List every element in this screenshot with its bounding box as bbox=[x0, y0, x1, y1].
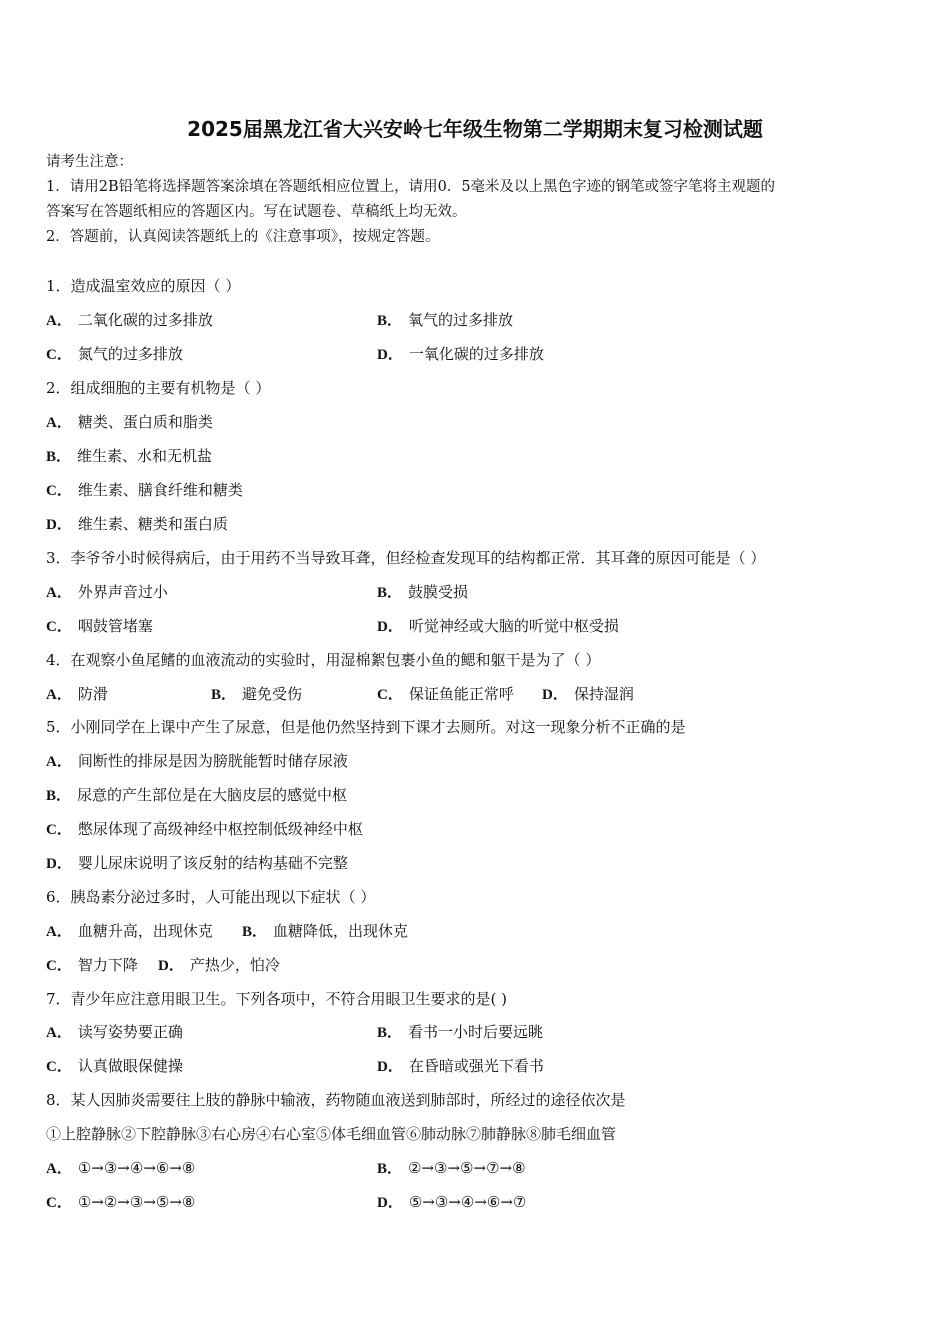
option-text: ①→③→④→⑥→⑧ bbox=[77, 1159, 196, 1177]
question-5-option-b bbox=[46, 785, 347, 806]
option-text: 认真做眼保健操 bbox=[77, 1057, 183, 1075]
option-label: A． bbox=[46, 1025, 72, 1041]
option-label: D． bbox=[46, 856, 72, 872]
question-5-option-a bbox=[46, 751, 348, 772]
option-label: B． bbox=[46, 449, 72, 465]
option-label: C． bbox=[377, 687, 403, 703]
question-7-option-a bbox=[46, 1022, 183, 1043]
question-4-option-b bbox=[211, 684, 302, 705]
option-text: 维生素、膳食纤维和糖类 bbox=[77, 481, 243, 499]
question-1-option-b bbox=[377, 310, 513, 331]
option-label: D． bbox=[377, 347, 403, 363]
option-text: 氮气的过多排放 bbox=[77, 345, 183, 363]
question-7-option-b bbox=[377, 1022, 543, 1043]
question-8-option-d bbox=[377, 1192, 526, 1213]
option-label: A． bbox=[46, 415, 72, 431]
option-text: 保持湿润 bbox=[573, 685, 634, 703]
question-5-option-c bbox=[46, 819, 363, 840]
question-5-option-d bbox=[46, 853, 348, 874]
option-text: 糖类、蛋白质和脂类 bbox=[77, 413, 213, 431]
option-text: 防滑 bbox=[77, 685, 108, 703]
question-7-stem: 7．青少年应注意用眼卫生。下列各项中，不符合用眼卫生要求的是( ) bbox=[46, 990, 508, 1008]
question-1-stem: 1．造成温室效应的原因（ ） bbox=[46, 277, 241, 295]
page-title: 2025届黑龙江省大兴安岭七年级生物第二学期期末复习检测试题 bbox=[187, 117, 763, 141]
question-7-option-d bbox=[377, 1056, 544, 1077]
option-text: 维生素、水和无机盐 bbox=[77, 447, 213, 465]
question-2-option-a bbox=[46, 412, 213, 433]
question-8-option-c bbox=[46, 1192, 195, 1213]
option-text: 鼓膜受损 bbox=[408, 583, 469, 601]
option-text: 一氧化碳的过多排放 bbox=[408, 345, 544, 363]
notice-item-1-line-1: 1．请用2B铅笔将选择题答案涂填在答题纸相应位置上，请用0．5毫米及以上黑色字迹的钢笔或签字笔将主观题的 bbox=[46, 179, 776, 195]
option-label: A． bbox=[46, 1161, 72, 1177]
option-text: 咽鼓管堵塞 bbox=[77, 617, 153, 635]
question-3-option-b bbox=[377, 582, 468, 603]
question-1-option-d bbox=[377, 344, 544, 365]
question-3-stem: 3．李爷爷小时候得病后，由于用药不当导致耳聋，但经检查发现耳的结构都正常．其耳聋的原因可能是（ ） bbox=[46, 549, 766, 567]
notice-item-2: 2．答题前，认真阅读答题纸上的《注意事项》，按规定答题。 bbox=[46, 229, 440, 245]
notice-heading: 请考生注意： bbox=[46, 154, 133, 170]
option-label: C． bbox=[46, 347, 72, 363]
option-text: 智力下降 bbox=[77, 956, 138, 974]
option-text: ②→③→⑤→⑦→⑧ bbox=[408, 1159, 526, 1177]
question-3-option-c bbox=[46, 616, 153, 637]
option-label: D． bbox=[542, 687, 568, 703]
option-text: 避免受伤 bbox=[242, 685, 303, 703]
option-label: D． bbox=[377, 619, 403, 635]
option-label: A． bbox=[46, 585, 72, 601]
option-label: B． bbox=[377, 1025, 403, 1041]
option-label: D． bbox=[46, 517, 72, 533]
option-label: C． bbox=[46, 822, 72, 838]
option-text: ①→②→③→⑤→⑧ bbox=[77, 1193, 196, 1211]
question-2-stem: 2．组成细胞的主要有机物是（ ） bbox=[46, 379, 271, 397]
question-8-option-a bbox=[46, 1158, 195, 1179]
option-text: 在昏暗或强光下看书 bbox=[408, 1057, 544, 1075]
question-4-option-c bbox=[377, 684, 514, 705]
question-8-option-b bbox=[377, 1158, 526, 1179]
question-6-option-c bbox=[46, 955, 138, 976]
option-label: B． bbox=[377, 313, 403, 329]
option-text: 二氧化碳的过多排放 bbox=[77, 311, 213, 329]
option-text: 保证鱼能正常呼 bbox=[408, 685, 514, 703]
option-text: 尿意的产生部位是在大脑皮层的感觉中枢 bbox=[77, 786, 348, 804]
option-label: C． bbox=[46, 483, 72, 499]
question-8-stem-list: ①上腔静脉②下腔静脉③右心房④右心室⑤体毛细血管⑥肺动脉⑦肺静脉⑧肺毛细血管 bbox=[46, 1125, 617, 1143]
option-label: B． bbox=[377, 585, 403, 601]
question-4-option-a bbox=[46, 684, 108, 705]
question-5-stem: 5．小刚同学在上课中产生了尿意，但是他仍然坚持到下课才去厕所。对这一现象分析不正确的是 bbox=[46, 718, 686, 736]
option-label: C． bbox=[46, 1195, 72, 1211]
option-label: C． bbox=[46, 619, 72, 635]
option-label: D． bbox=[377, 1195, 403, 1211]
option-text: 间断性的排尿是因为膀胱能暂时储存尿液 bbox=[77, 752, 348, 770]
option-label: D． bbox=[377, 1059, 403, 1075]
option-text: 血糖升高，出现休克 bbox=[77, 922, 213, 940]
question-3-option-d bbox=[377, 616, 619, 637]
question-6-stem: 6．胰岛素分泌过多时，人可能出现以下症状（ ） bbox=[46, 888, 376, 906]
question-2-option-b bbox=[46, 446, 212, 467]
option-label: A． bbox=[46, 924, 72, 940]
notice-item-1-line-2: 答案写在答题纸相应的答题区内。写在试题卷、草稿纸上均无效。 bbox=[46, 204, 467, 220]
option-text: 维生素、糖类和蛋白质 bbox=[77, 515, 228, 533]
option-label: B． bbox=[46, 788, 72, 804]
option-label: A． bbox=[46, 313, 72, 329]
question-1-option-a bbox=[46, 310, 213, 331]
question-1-option-c bbox=[46, 344, 183, 365]
option-text: 憋尿体现了高级神经中枢控制低级神经中枢 bbox=[77, 820, 363, 838]
question-6-option-a bbox=[46, 921, 213, 942]
question-7-option-c bbox=[46, 1056, 183, 1077]
option-label: B． bbox=[242, 924, 268, 940]
option-text: ⑤→③→④→⑥→⑦ bbox=[408, 1193, 527, 1211]
option-text: 血糖降低，出现休克 bbox=[273, 922, 409, 940]
option-text: 外界声音过小 bbox=[77, 583, 168, 601]
question-2-option-d bbox=[46, 514, 228, 535]
question-8-stem: 8．某人因肺炎需要往上肢的静脉中输液，药物随血液送到肺部时，所经过的途径依次是 bbox=[46, 1091, 626, 1109]
option-text: 产热少，怕冷 bbox=[189, 956, 280, 974]
question-4-stem: 4．在观察小鱼尾鳍的血液流动的实验时，用湿棉絮包裹小鱼的鳃和躯干是为了（ ） bbox=[46, 651, 601, 669]
question-6-option-b bbox=[242, 921, 408, 942]
option-label: C． bbox=[46, 958, 72, 974]
option-text: 氧气的过多排放 bbox=[408, 311, 514, 329]
option-label: B． bbox=[377, 1161, 403, 1177]
question-3-option-a bbox=[46, 582, 168, 603]
question-2-option-c bbox=[46, 480, 243, 501]
option-text: 婴儿尿床说明了该反射的结构基础不完整 bbox=[77, 854, 348, 872]
question-6-option-d bbox=[158, 955, 280, 976]
option-label: C． bbox=[46, 1059, 72, 1075]
option-text: 读写姿势要正确 bbox=[77, 1023, 183, 1041]
option-text: 听觉神经或大脑的听觉中枢受损 bbox=[408, 617, 619, 635]
option-label: B． bbox=[211, 687, 237, 703]
option-label: D． bbox=[158, 958, 184, 974]
option-label: A． bbox=[46, 754, 72, 770]
option-label: A． bbox=[46, 687, 72, 703]
option-text: 看书一小时后要远眺 bbox=[408, 1023, 544, 1041]
question-4-option-d bbox=[542, 684, 634, 705]
